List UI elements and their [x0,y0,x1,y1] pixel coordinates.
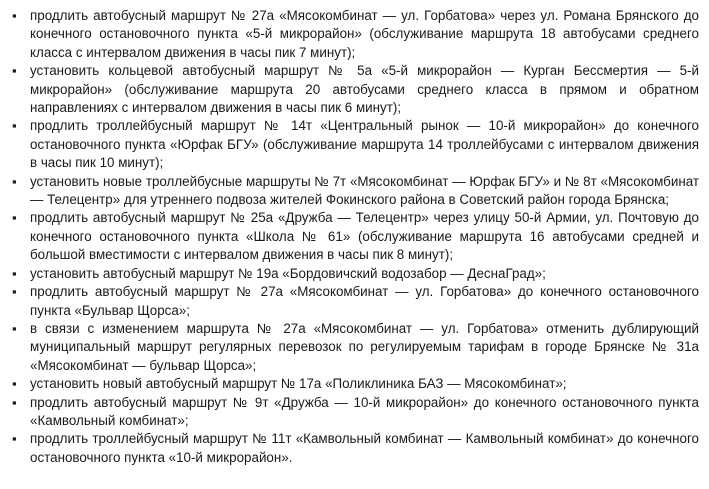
list-item-text: установить новые троллейбусные маршруты № 7т «Мясокомбинат — Юрфак БГУ» и № 8т «Мясокомбинат — Телецентр» для утреннего подвоза жителей Фокинского района в Советский район города Брянска; [30,173,699,208]
bullet-icon: ▪ [12,118,17,134]
list-item-text: установить кольцевой автобусный маршрут № 5а «5-й микрорайон — Курган Бессмертия — 5-й микрорайон» (обслуживание маршрута 20 автобусами среднего класса в прямом и обратном направлениях с интервалом движения в часы пик 6 минут); [30,63,699,116]
list-item [10,375,699,393]
measures-list [10,7,699,467]
bullet-icon: ▪ [12,284,17,300]
list-item [10,394,699,431]
bullet-icon: ▪ [12,320,17,336]
list-item [10,62,699,117]
bullet-icon: ▪ [12,376,17,392]
list-item-text: продлить автобусный маршрут № 27а «Мясокомбинат — ул. Горбатова» через ул. Романа Брянского до конечного остановочного пункта «5-й микрорайон» (обслуживание маршрута 18 автобусами среднего класса с интервалом движения в часы пик 7 минут); [30,8,699,60]
list-item [10,209,699,264]
list-item-text: продлить автобусный маршрут № 25а «Дружба — Телецентр» через улицу 50-й Армии, ул. Почтовую до конечного остановочного пункта «Школа № 61» (обслуживание маршрута 16 автобусами средней и большой вместимости с интервалом движения в часы пик 8 минут); [30,210,699,263]
list-item [10,7,699,62]
bullet-icon: ▪ [12,394,17,410]
list-item-text: продлить троллейбусный маршрут № 14т «Центральный рынок — 10-й микрорайон» до конечного остановочного пункта «Юрфак БГУ» (обслуживание маршрута 14 троллейбусами с интервалом движения в часы пик 10 минут); [30,118,699,171]
list-item [10,283,699,320]
list-item-text: продлить троллейбусный маршрут № 11т «Камвольный комбинат — Камвольный комбинат» до конечного остановочного пункта «10-й микрорайон». [30,431,699,465]
list-item [10,320,699,375]
list-item-text: в связи с изменением маршрута № 27а «Мясокомбинат — ул. Горбатова» отменить дублирующий муниципальный маршрут регулярных перевозок по регулируемым тарифам в городе Брянске № 31а «Мясокомбинат — бульвар Щорса»; [30,320,699,373]
list-item-text: установить новый автобусный маршрут № 17а «Поликлиника БАЗ — Мясокомбинат»; [30,376,567,392]
list-item [10,117,699,172]
bullet-icon: ▪ [12,431,17,447]
list-item [10,430,699,467]
list-item [10,173,699,210]
bullet-icon: ▪ [12,8,17,23]
bullet-icon: ▪ [12,265,17,281]
list-item [10,265,699,283]
bullet-icon: ▪ [12,63,17,79]
bullet-icon: ▪ [12,173,17,189]
bullet-icon: ▪ [12,210,17,226]
list-item-text: продлить автобусный маршрут № 9т «Дружба — 10-й микрорайон» до конечного остановочного пункта «Камвольный комбинат»; [30,394,699,428]
list-item-text: установить автобусный маршрут № 19а «Бордовичский водозабор — ДеснаГрад»; [30,265,546,281]
list-item-text: продлить автобусный маршрут № 27а «Мясокомбинат — ул. Горбатова» до конечного остановочного пункта «Бульвар Щорса»; [30,284,699,318]
